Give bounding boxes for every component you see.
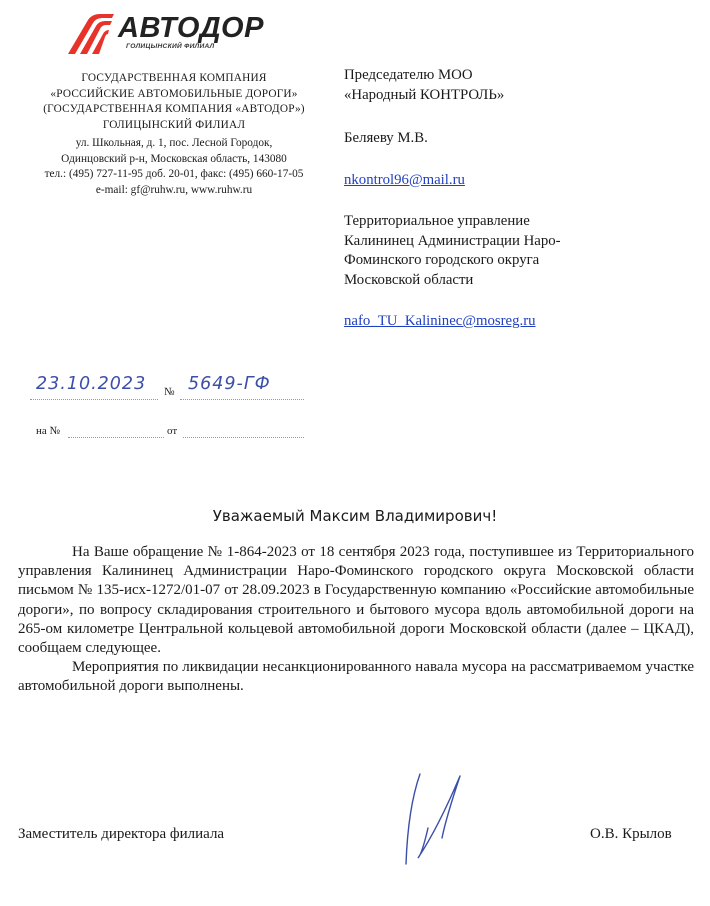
sender-block [14,71,334,198]
recipient2-line: Московской области [344,271,474,288]
paragraph: На Ваше обращение № 1-864-2023 от 18 сентября 2023 года, поступившее из Территориального управления Калининец Администрации Наро-Фоминского городского округа Московской области письмом № 135-исх-1272/01-07 от 28.09.2023 в Государственную компанию «Российские автомобильные дороги», по вопросу складирования строительного и бытового мусора вдоль автомобильной дороги на 265-ом километре Центральной кольцевой автомобильной дороги Московской области (далее – ЦКАД), сообщаем следующее. [18,544,694,657]
brand-subtitle: ГОЛИЦЫНСКИЙ ФИЛИАЛ [126,43,215,50]
recipient-org: «Народный КОНТРОЛЬ» [344,86,505,103]
date-line [30,398,158,400]
org-line: (ГОСУДАРСТВЕННАЯ КОМПАНИЯ «АВТОДОР») [43,103,305,115]
logo-stripes-icon [68,14,114,54]
handwritten-signature [398,768,472,866]
number-sign: № [164,386,175,398]
reply-date-line [183,436,304,438]
reply-number-line [68,436,164,438]
outgoing-number: 5649-ГФ [188,374,271,394]
signer-name: О.В. Крылов [590,826,672,842]
paragraph: Мероприятия по ликвидации несанкционированного навала мусора на рассматриваемом участке автомобильной дороги выполнены. [18,659,694,695]
brand-name: АВТОДОР [118,12,264,44]
address-line: Одинцовский р-н, Московская область, 143080 [61,152,287,165]
recipient2-line: Калининец Администрации Наро- [344,232,561,249]
phone-line: тел.: (495) 727-11-95 доб. 20-01, факс: (495) 660-17-05 [44,168,304,180]
email-line: e-mail: gf@ruhw.ru, www.ruhw.ru [95,183,253,196]
org-line: ГОСУДАРСТВЕННАЯ КОМПАНИЯ [81,72,267,84]
reply-number-label: на № [36,425,61,437]
outgoing-date: 23.10.2023 [36,374,147,394]
letter-body [18,543,694,697]
greeting: Уважаемый Максим Владимирович! [212,507,498,525]
org-line: «РОССИЙСКИЕ АВТОМОБИЛЬНЫЕ ДОРОГИ» [50,87,298,100]
recipient2-email-link[interactable]: nafo_TU_Kalininec@mosreg.ru [344,313,536,329]
address-line: ул. Школьная, д. 1, пос. Лесной Городок, [75,137,273,149]
recipients-block [344,66,694,332]
recipient2-line: Территориальное управление [344,213,530,229]
recipient-title: Председателю МОО [344,67,473,83]
recipient2-line: Фоминского городского округа [344,252,540,268]
recipient-name: Беляеву М.В. [344,130,428,146]
org-line: ГОЛИЦЫНСКИЙ ФИЛИАЛ [102,118,246,131]
signer-title: Заместитель директора филиала [18,826,225,842]
reply-from-label: от [167,425,178,437]
recipient-email-link[interactable]: nkontrol96@mail.ru [344,171,465,188]
number-line [180,398,304,400]
